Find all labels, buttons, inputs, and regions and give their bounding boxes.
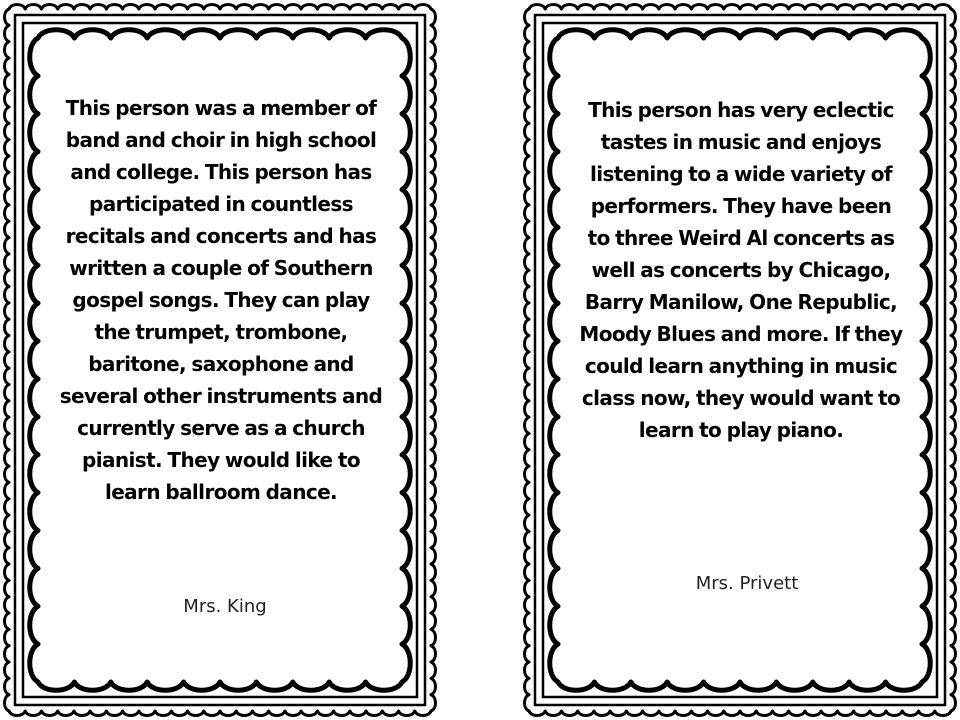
teacher-card-king (0, 0, 440, 720)
teacher-name: Mrs. Privett (695, 573, 799, 594)
teacher-name: Mrs. King (183, 596, 267, 617)
card-bio-text: This person has very eclectic tastes in music and enjoys listening to a wide variety of performers. They have been to three Weird Al concerts as well as concerts by Chicago, Barry Manilow, One Republic, Moody Blues and more. If they could learn anything in music class now, they would want to learn to play piano. (579, 98, 903, 442)
teacher-card-privett (520, 0, 960, 720)
card-bio-text: This person was a member of band and choir in high school and college. This person has participated in countless recitals and concerts and has written a couple of Southern gospel songs. They can play the trumpet, trombone, baritone, saxophone and several other instruments and currently serve as a church pianist. They would like to learn ballroom dance. (59, 96, 383, 504)
